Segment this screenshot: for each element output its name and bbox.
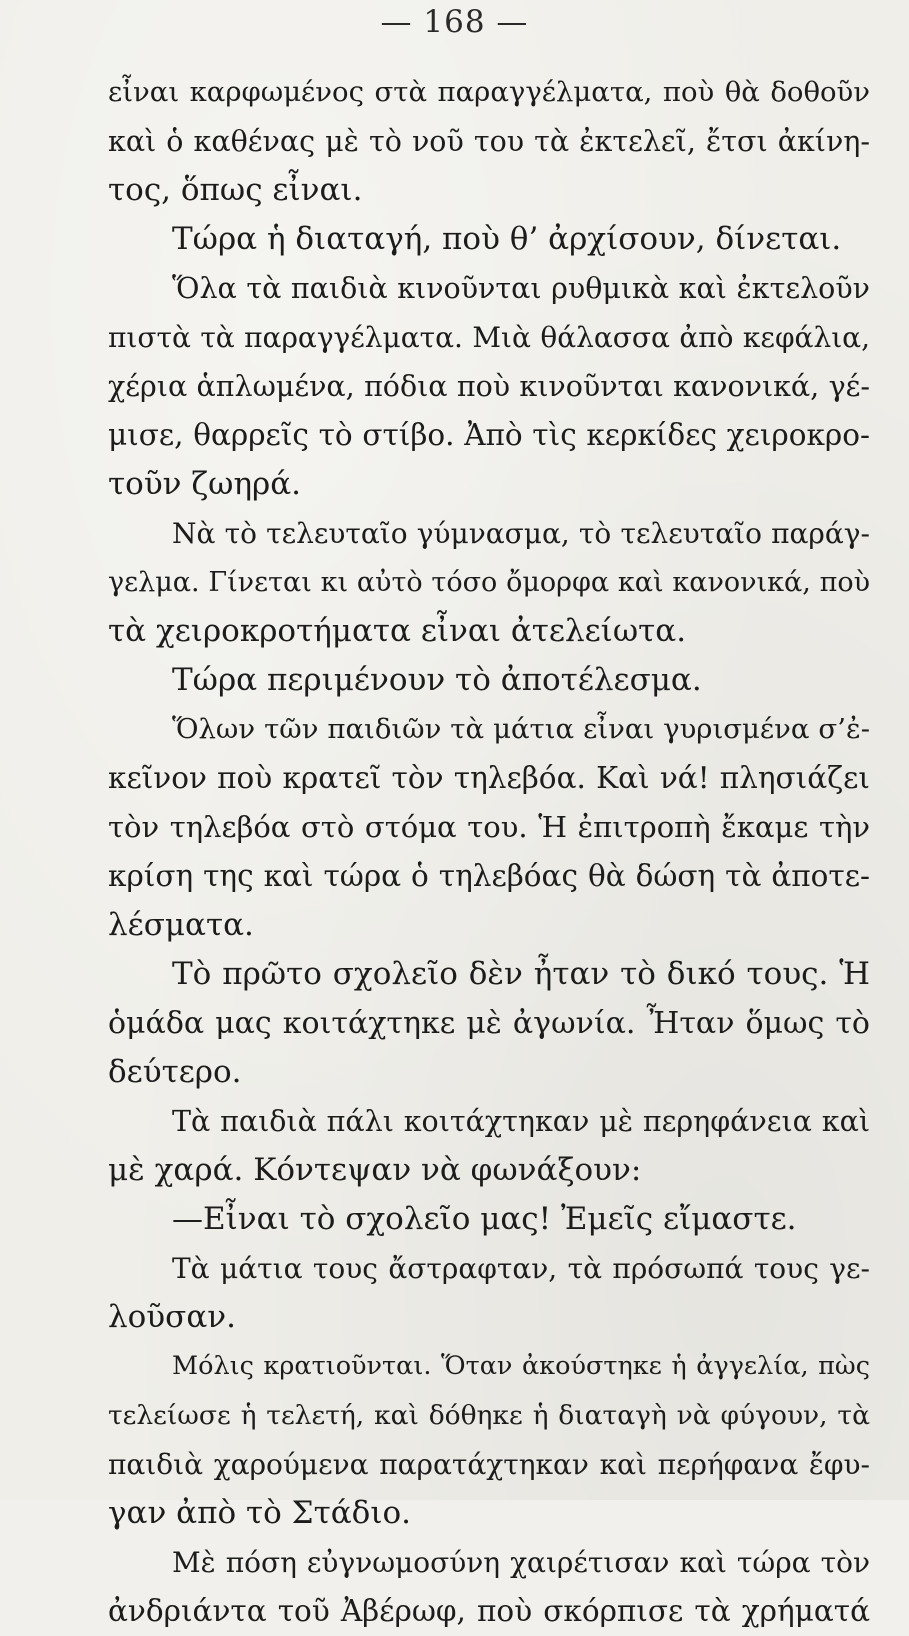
page-number: — 168 —: [380, 4, 529, 40]
text-line: γαν ἀπὸ τὸ Στάδιο.: [108, 1495, 411, 1531]
text-line: τος, ὅπως εἶναι.: [108, 172, 363, 208]
text-line: τὸν τηλεβόα στὸ στόμα του. Ἡ ἐπιτροπὴ ἔκαμε τὴν: [108, 810, 870, 844]
text-line: Τὰ παιδιὰ πάλι κοιτάχτηκαν μὲ περηφάνεια καὶ: [172, 1105, 870, 1138]
text-line: Ὅλων τῶν παιδιῶν τὰ μάτια εἶναι γυρισμένα σ’ἐ-: [172, 713, 870, 745]
text-line: Τὰ μάτια τους ἄστραφταν, τὰ πρόσωπά τους γε-: [172, 1252, 870, 1285]
text-line: Μὲ πόση εὐγνωμοσύνη χαιρέτισαν καὶ τώρα τὸν: [172, 1546, 870, 1579]
text-line: τελείωσε ἡ τελετή, καὶ δόθηκε ἡ διαταγὴ νὰ φύγουν, τὰ: [108, 1400, 870, 1431]
text-line: κεῖνον ποὺ κρατεῖ τὸν τηλεβόα. Καὶ νά! πλησιάζει: [108, 761, 870, 795]
text-line: γελμα. Γίνεται κι αὐτὸ τόσο ὄμορφα καὶ κανονικά, ποὺ: [108, 567, 870, 598]
text-line: λέσματα.: [108, 907, 254, 943]
body-text: [108, 68, 870, 1636]
text-line: Νὰ τὸ τελευταῖο γύμνασμα, τὸ τελευταῖο παράγ-: [172, 517, 870, 550]
text-line: Τὸ πρῶτο σχολεῖο δὲν ἦταν τὸ δικό τους. Ἡ: [172, 956, 870, 992]
text-line: μὲ χαρά. Κόντεψαν νὰ φωνάξουν:: [108, 1152, 642, 1188]
text-line: Μόλις κρατιοῦνται. Ὅταν ἀκούστηκε ἡ ἀγγελία, πὼς: [172, 1351, 870, 1381]
text-line: εἶναι καρφωμένος στὰ παραγγέλματα, ποὺ θὰ δοθοῦν: [108, 76, 870, 108]
text-line: δεύτερο.: [108, 1054, 242, 1090]
text-line: Τώρα περιμένουν τὸ ἀποτέλεσμα.: [172, 662, 702, 698]
text-line: λοῦσαν.: [108, 1299, 236, 1335]
text-line: κρίση της καὶ τώρα ὁ τηλεβόας θὰ δώση τὰ ἀποτε-: [108, 859, 870, 893]
text-line: μισε, θαρρεῖς τὸ στίβο. Ἀπὸ τὶς κερκίδες χειροκρο-: [108, 418, 870, 452]
text-line: χέρια ἁπλωμένα, πόδια ποὺ κινοῦνται κανονικά, γέ-: [108, 370, 870, 403]
text-line: Ὅλα τὰ παιδιὰ κινοῦνται ρυθμικὰ καὶ ἐκτελοῦν: [172, 272, 870, 305]
text-line: ἀνδριάντα τοῦ Ἀβέρωφ, ποὺ σκόρπισε τὰ χρήματά: [108, 1594, 870, 1628]
text-line: Τώρα ἡ διαταγή, ποὺ θ’ ἀρχίσουν, δίνεται.: [172, 221, 842, 257]
text-line: τὰ χειροκροτήματα εἶναι ἀτελείωτα.: [108, 613, 687, 649]
text-line: πιστὰ τὰ παραγγέλματα. Μιὰ θάλασσα ἀπὸ κεφάλια,: [108, 321, 870, 354]
text-line: καὶ ὁ καθένας μὲ τὸ νοῦ του τὰ ἐκτελεῖ, ἔτσι ἀκίνη-: [108, 125, 870, 158]
text-line: —Εἶναι τὸ σχολεῖο μας! Ἐμεῖς εἴμαστε.: [172, 1201, 797, 1237]
text-line: τοῦν ζωηρά.: [108, 466, 302, 502]
text-line: ὁμάδα μας κοιτάχτηκε μὲ ἀγωνία. Ἦταν ὅμως τὸ: [108, 1006, 870, 1041]
text-line: παιδιὰ χαρούμενα παρατάχτηκαν καὶ περήφανα ἔφυ-: [108, 1448, 870, 1481]
